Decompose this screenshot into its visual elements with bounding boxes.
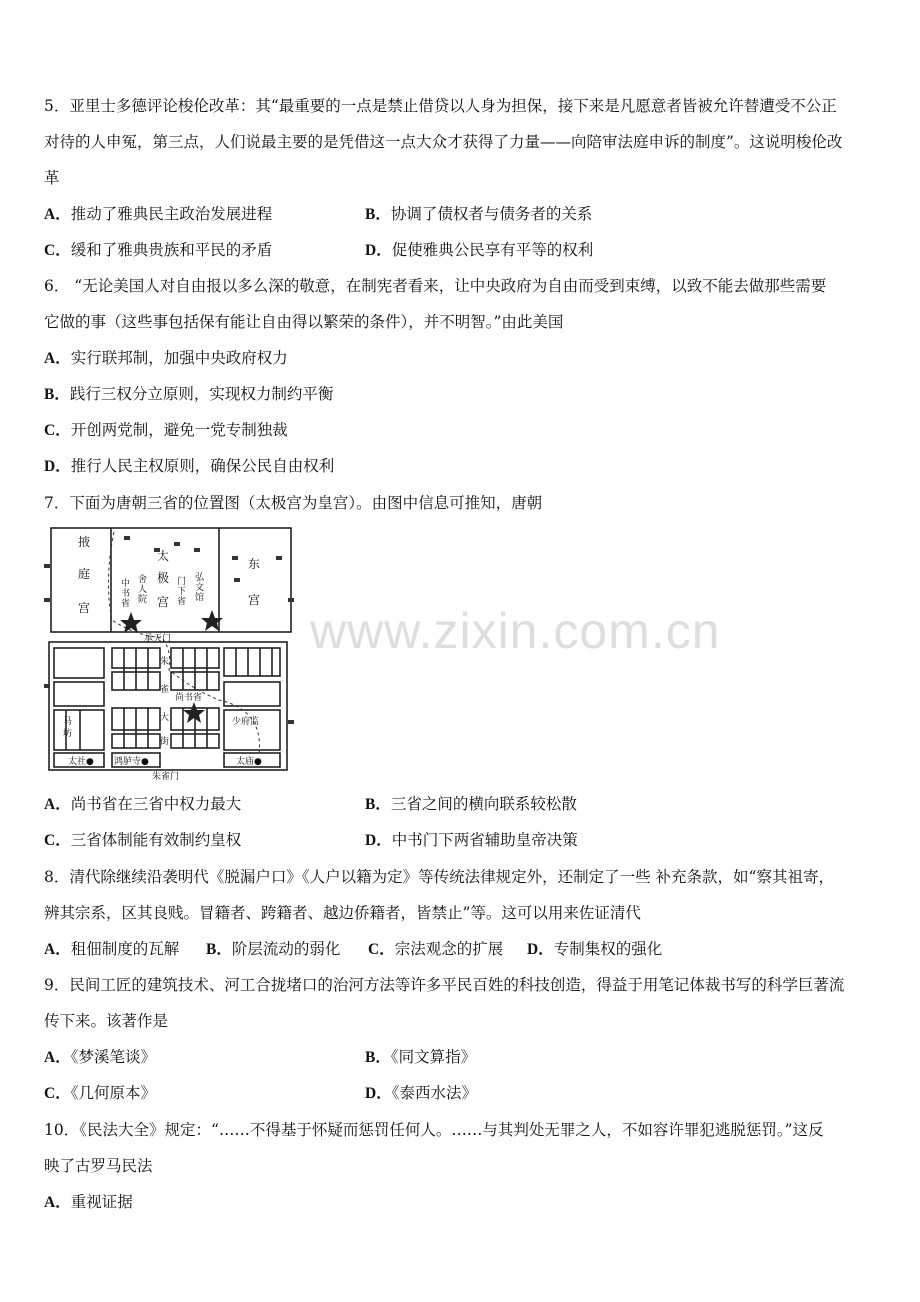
q9-option-c[interactable]: C．《几何原本》 (44, 1084, 156, 1102)
q9-option-d[interactable]: D．《泰西水法》 (365, 1084, 477, 1102)
map-label-taiji-1: 太 (157, 549, 170, 563)
map-label-zhuque-2: 雀 (160, 685, 170, 695)
q7-option-c[interactable]: C．三省体制能有效制约皇权 (44, 831, 242, 849)
q6-option-a[interactable]: A．实行联邦制，加强中央政府权力 (44, 349, 288, 367)
q6-option-d[interactable]: D．推行人民主权原则，确保公民自由权利 (44, 457, 335, 475)
q8-option-b[interactable]: B．阶层流动的弱化 (206, 940, 341, 958)
map-label-menxia-2: 下 (177, 587, 187, 597)
q9-option-a[interactable]: A．《梦溪笔谈》 (44, 1048, 156, 1066)
q8-stem-line1: 8．清代除继续沿袭明代《脱漏户口》《人户以籍为定》等传统法律规定外，还制定了一些 补充条款，如“察其祖寄， (44, 868, 834, 886)
map-label-donggong-1: 东 (248, 557, 261, 571)
map-label-hongwen-3: 馆 (195, 593, 205, 603)
tang-three-departments-map (44, 520, 294, 782)
map-label-zhongshu-3: 省 (121, 599, 131, 609)
q5-option-c[interactable]: C．缓和了雅典贵族和平民的矛盾 (44, 241, 273, 259)
map-label-shaofujian: 少府监 (232, 717, 260, 727)
map-label-taiji-2: 极 (157, 571, 170, 585)
map-label-zhongshu-1: 中 (121, 579, 131, 589)
map-label-chengtianmen: 承天门 (144, 634, 172, 644)
q8-option-c[interactable]: C．宗法观念的扩展 (368, 940, 504, 958)
q10-stem-line1: 10．《民法大全》规定：“……不得基于怀疑而惩罚任何人。……与其判处无罪之人，不如容许罪犯逃脱惩罚。”这反 (44, 1121, 824, 1139)
map-label-sheren-2: 人 (138, 585, 148, 595)
map-label-mafang-1: 马 (63, 717, 73, 727)
q5-option-b[interactable]: B．协调了债权者与债务者的关系 (365, 205, 593, 223)
map-label-zhuquemen: 朱雀门 (152, 772, 180, 782)
map-label-hongwen-2: 文 (195, 583, 205, 593)
map-label-zhuque-1: 朱 (160, 657, 170, 667)
q5-option-a[interactable]: A．推动了雅典民主政治发展进程 (44, 205, 273, 223)
map-label-honglusi: 鸿胪寺● (114, 757, 149, 767)
map-label-sheren-1: 舍 (138, 575, 148, 585)
watermark: www.zixin.com.cn (310, 603, 721, 659)
q9-option-b[interactable]: B．《同文算指》 (365, 1048, 477, 1066)
map-label-hongwen-1: 弘 (195, 573, 205, 583)
q6-option-c[interactable]: C．开创两党制，避免一党专制独裁 (44, 421, 288, 439)
q8-option-a[interactable]: A．租佃制度的瓦解 (44, 940, 180, 958)
q5-stem-line1: 5．亚里士多德评论梭伦改革：其“最重要的一点是禁止借贷以人身为担保，接下来是凡愿意者皆被允许替遭受不公正 (44, 97, 837, 115)
map-label-mafang-2: 坊 (63, 729, 73, 739)
map-label-yeting-3: 宫 (78, 601, 91, 615)
q5-stem-line2: 对待的人申冤，第三点，人们说最主要的是凭借这一点大众才获得了力量——向陪审法庭申诉的制度”。这说明梭伦改 (44, 133, 843, 151)
q6-stem-line1: 6． “无论美国人对自由报以多么深的敬意，在制宪者看来，让中央政府为自由而受到束缚，以致不能去做那些需要 (44, 277, 827, 295)
map-label-zhuque-3: 大 (160, 713, 170, 723)
q6-option-b[interactable]: B．践行三权分立原则，实现权力制约平衡 (44, 385, 334, 403)
q5-option-d[interactable]: D．促使雅典公民享有平等的权利 (365, 241, 594, 259)
map-label-sheren-3: 院 (138, 595, 148, 605)
map-label-zhuque-4: 街 (160, 737, 170, 747)
q10-stem-line2: 映了古罗马民法 (44, 1157, 153, 1175)
map-label-menxia-1: 门 (177, 577, 187, 587)
map-label-shangshu: 尚书省 (175, 693, 203, 703)
map-label-taishe: 太社● (68, 757, 94, 767)
map-label-yeting-2: 庭 (78, 567, 91, 581)
q9-stem-line2: 传下来。该著作是 (44, 1012, 169, 1030)
q7-option-d[interactable]: D．中书门下两省辅助皇帝决策 (365, 831, 578, 849)
q8-stem-line2: 辨其宗系，区其良贱。冒籍者、跨籍者、越边侨籍者，皆禁止”等。这可以用来佐证清代 (44, 904, 641, 922)
q10-option-a[interactable]: A．重视证据 (44, 1193, 133, 1211)
map-label-taimiao: 太庙● (236, 757, 262, 767)
map-label-zhongshu-2: 书 (121, 589, 131, 599)
map-label-donggong-2: 宫 (248, 593, 261, 607)
q7-option-a[interactable]: A．尚书省在三省中权力最大 (44, 795, 242, 813)
map-label-menxia-3: 省 (177, 597, 187, 607)
q5-stem-line3: 革 (44, 169, 60, 187)
map-label-taiji-3: 宫 (157, 595, 170, 609)
q7-option-b[interactable]: B．三省之间的横向联系较松散 (365, 795, 577, 813)
q7-stem: 7．下面为唐朝三省的位置图（太极宫为皇宫）。由图中信息可推知，唐朝 (44, 494, 543, 512)
map-label-yeting-1: 掖 (78, 535, 91, 549)
q6-stem-line2: 它做的事（这些事包括保有能让自由得以繁荣的条件），并不明智。”由此美国 (44, 313, 564, 331)
q8-option-d[interactable]: D．专制集权的强化 (527, 940, 663, 958)
q9-stem-line1: 9．民间工匠的建筑技术、河工合拢堵口的治河方法等许多平民百姓的科技创造，得益于用笔记体裁书写的科学巨著流 (44, 976, 845, 994)
